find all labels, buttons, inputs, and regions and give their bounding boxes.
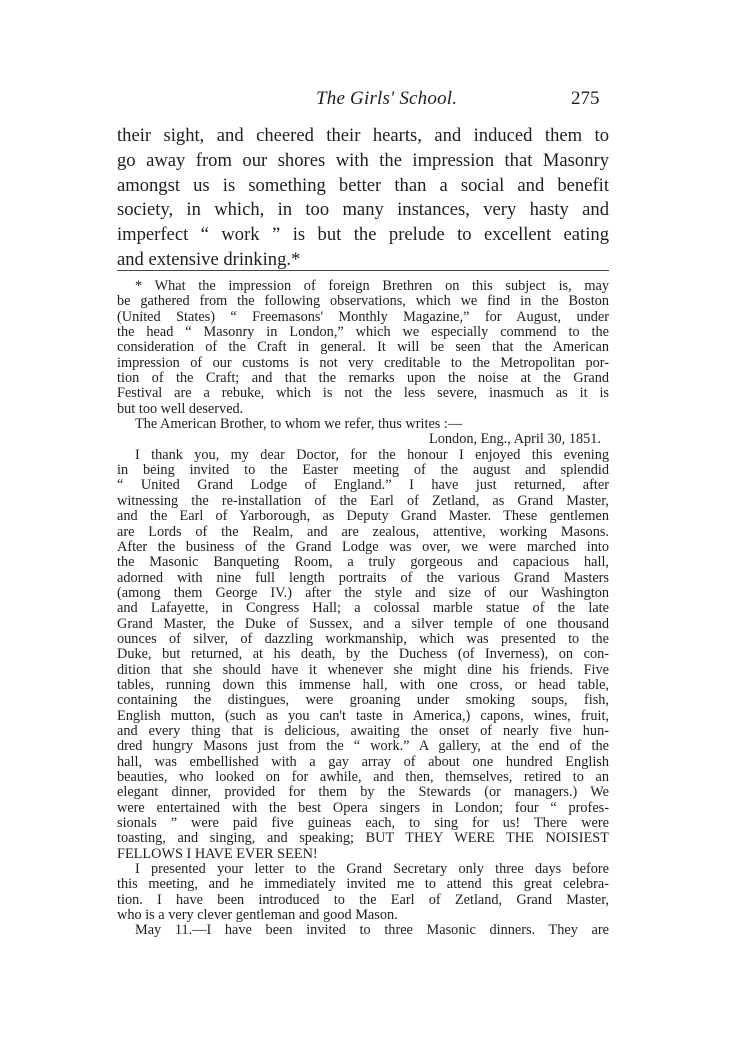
footnote-line: After the business of the Grand Lodge was over, we were marched into xyxy=(117,539,609,555)
body-line: society, in which, in too many instances, very hasty and xyxy=(117,199,609,221)
letter-dateline: London, Eng., April 30, 1851. xyxy=(429,432,601,448)
footnote-line: hall, was embellished with a gay array of about one hundred English xyxy=(117,754,609,770)
footnote-line: toasting, and singing, and speaking; BUT THEY WERE THE NOISIEST xyxy=(117,831,609,847)
footnote-line: who is a very clever gentleman and good Mason. xyxy=(117,908,398,924)
footnote-line: adorned with nine full length portraits of the various Grand Masters xyxy=(117,570,609,586)
footnote-line: consideration of the Craft in general. It will be seen that the American xyxy=(117,340,609,356)
page-number: 275 xyxy=(571,88,600,109)
footnote-line: May 11.—I have been invited to three Masonic dinners. They are xyxy=(135,923,609,939)
running-title: The Girls' School. xyxy=(316,88,458,109)
footnote-line: English mutton, (such as you can't taste in America,) capons, wines, fruit, xyxy=(117,708,609,724)
body-line: imperfect “ work ” is but the prelude to excellent eating xyxy=(117,224,609,246)
footnote-line: Festival are a rebuke, which is not the less severe, inasmuch as it is xyxy=(117,386,609,402)
footnote xyxy=(117,279,609,939)
footnote-line: (United States) “ Freemasons' Monthly Magazine,” for August, under xyxy=(117,309,609,325)
footnote-line: * What the impression of foreign Brethren on this subject is, may xyxy=(135,279,609,294)
footnote-line: dred hungry Masons just from the “ work.” A gallery, at the end of the xyxy=(117,739,609,755)
body-line: amongst us is something better than a social and benefit xyxy=(117,174,609,196)
footnote-line: “ United Grand Lodge of England.” I have just returned, after xyxy=(117,478,609,494)
footnote-line: impression of our customs is not very creditable to the Metropolitan por- xyxy=(117,355,609,371)
footnote-line: tables, running down this immense hall, with one cross, or head table, xyxy=(117,677,609,693)
footnote-line: (among them George IV.) after the style and size of our Washington xyxy=(117,585,609,601)
footnote-line: ounces of silver, of dazzling workmanship, which was presented to the xyxy=(117,631,609,647)
footnote-line: be gathered from the following observations, which we find in the Boston xyxy=(117,294,609,310)
footnote-line: the head “ Masonry in London,” which we especially commend to the xyxy=(117,325,609,341)
footnote-line: containing the distingues, were groaning under smoking soups, fish, xyxy=(117,693,609,709)
footnote-line: Grand Master, the Duke of Sussex, and a silver temple of one thousand xyxy=(117,616,609,632)
running-head xyxy=(0,88,747,112)
footnote-line: but too well deserved. xyxy=(117,401,244,417)
footnote-line: I presented your letter to the Grand Secretary only three days before xyxy=(135,862,609,878)
footnote-line: Duke, but returned, at his death, by the Duchess (of Inverness), on con- xyxy=(117,647,609,663)
footnote-line: FELLOWS I HAVE EVER SEEN! xyxy=(117,846,318,862)
footnote-line: dition that she should have it whenever she might dine his friends. Five xyxy=(117,662,609,678)
footnote-line: tion. I have been introduced to the Earl of Zetland, Grand Master, xyxy=(117,892,609,908)
footnote-line: beauties, who looked on for awhile, and then, themselves, retired to an xyxy=(117,770,609,785)
footnote-line: this meeting, and he immediately invited me to attend this great celebra- xyxy=(117,877,609,893)
footnote-line: I thank you, my dear Doctor, for the honour I enjoyed this evening xyxy=(135,447,609,463)
body-line: go away from our shores with the impression that Masonry xyxy=(117,149,609,171)
body-line: their sight, and cheered their hearts, and induced them to xyxy=(117,125,609,146)
footnote-line: are Lords of the Realm, and are zealous, attentive, working Masons. xyxy=(117,524,609,540)
footnote-line: the Masonic Banqueting Room, a truly gorgeous and capacious hall, xyxy=(117,555,609,571)
footnote-line: sionals ” were paid five guineas each, to sing for us! There were xyxy=(117,816,609,832)
footnote-line: and Lafayette, in Congress Hall; a colossal marble statue of the late xyxy=(117,601,609,617)
footnote-line: and the Earl of Yarborough, as Deputy Grand Master. These gentlemen xyxy=(117,509,609,525)
footnote-divider xyxy=(117,270,609,271)
footnote-line: in being invited to the Easter meeting of the august and splendid xyxy=(117,463,609,479)
main-paragraph xyxy=(117,124,609,273)
footnote-line: witnessing the re-installation of the Earl of Zetland, as Grand Master, xyxy=(117,493,609,509)
footnote-line: and every thing that is delicious, awaiting the onset of nearly five hun- xyxy=(117,723,609,739)
body-line: and extensive drinking.* xyxy=(117,248,301,270)
footnote-line: elegant dinner, provided for them by the Stewards (or managers.) We xyxy=(117,785,609,801)
footnote-line: tion of the Craft; and that the remarks upon the noise at the Grand xyxy=(117,371,609,387)
footnote-line: were entertained with the best Opera singers in London; four “ profes- xyxy=(117,800,609,816)
footnote-line: The American Brother, to whom we refer, thus writes :— xyxy=(135,417,463,433)
